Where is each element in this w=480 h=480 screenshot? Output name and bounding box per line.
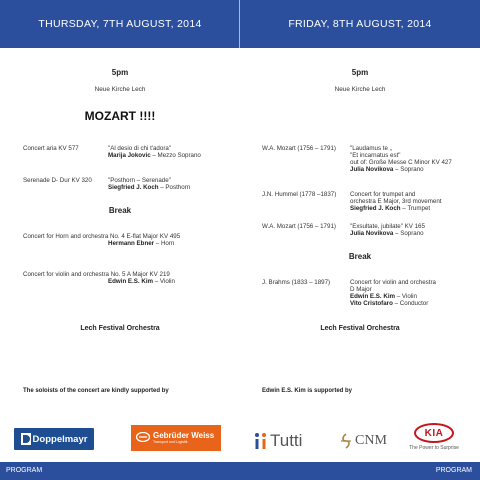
left-role-3: – Horn <box>154 240 175 247</box>
doppelmayr-logo <box>14 428 94 450</box>
left-time: 5pm <box>111 68 129 77</box>
right-artist-5: Vito Cristofaro <box>350 300 393 307</box>
header-divider <box>239 0 240 48</box>
right-composer-1: W.A. Mozart (1756 – 1791) <box>262 145 336 152</box>
left-orchestra: Lech Festival Orchestra <box>80 325 160 332</box>
left-work-3: Concert for Horn and orchestra No. 4 E-flat Major KV 495 <box>23 233 181 240</box>
right-performer-2 <box>350 205 430 212</box>
left-artist-1: Marija Jokovic <box>108 152 151 159</box>
doppelmayr-mark-icon <box>21 433 31 445</box>
right-artist-2: Siegfried J. Koch <box>350 205 401 212</box>
left-break: Break <box>108 206 132 215</box>
right-line-1a: "Laudamus te „ <box>350 145 392 152</box>
right-line-1b: "Et incarnatus est" <box>350 152 401 159</box>
tutti-text: Tutti <box>270 431 303 450</box>
footer <box>0 462 480 480</box>
right-artist-3: Julia Novikova <box>350 230 394 237</box>
header-left <box>0 0 240 48</box>
left-title-2: "Posthorn – Serenade" <box>108 177 171 184</box>
right-line-4a: Concert for violin and orchestra <box>350 279 436 286</box>
left-work-2: Serenade D- Dur KV 320 <box>23 177 92 184</box>
left-venue: Neue Kirche Lech <box>94 86 146 93</box>
left-support-text: The soloists of the concert are kindly supported by <box>23 388 169 394</box>
left-role-2: – Posthorn <box>158 184 191 191</box>
left-role-1: – Mezzo Soprano <box>150 152 201 159</box>
right-role-1: – Soprano <box>393 166 424 173</box>
cnm-mark-icon <box>339 433 353 449</box>
right-support-text: Edwin E.S. Kim is supported by <box>262 388 353 394</box>
left-performer-1 <box>108 152 201 159</box>
header-left-date: THURSDAY, 7TH AUGUST, 2014 <box>38 18 202 30</box>
right-line-1c: out of: Große Messe C Minor KV 427 <box>350 159 452 166</box>
left-artist-2: Siegfried J. Koch <box>108 184 159 191</box>
right-role-2: – Trumpet <box>400 205 431 212</box>
right-role-4: – Violin <box>395 293 417 300</box>
cnm-text: CNM <box>355 433 387 448</box>
doppelmayr-logo-text: Doppelmayr <box>32 433 88 445</box>
kia-text: KIA <box>424 427 444 439</box>
right-performer-5 <box>350 300 428 307</box>
right-composer-4: J. Brahms (1833 – 1897) <box>262 279 331 286</box>
header-right-date: FRIDAY, 8TH AUGUST, 2014 <box>288 18 432 30</box>
tutti-logo <box>254 428 322 454</box>
kia-oval <box>414 423 454 443</box>
right-line-3a: "Exsultate, jubilate" KV 165 <box>350 223 425 230</box>
right-time: 5pm <box>351 68 369 77</box>
gebrueder-weiss-tagline: Transport und Logistik <box>153 440 188 444</box>
right-line-2a: Concert for trumpet and <box>350 191 416 198</box>
weiss-mark-icon <box>136 432 150 442</box>
footer-left-label: PROGRAM <box>6 467 43 474</box>
right-composer-2: J.N. Hummel (1778 –1837) <box>262 191 337 198</box>
right-line-4b: D Major <box>350 286 372 293</box>
right-venue: Neue Kirche Lech <box>334 86 386 93</box>
left-performer-3 <box>108 240 174 247</box>
right-performer-3 <box>350 230 424 237</box>
right-artist-4: Edwin E.S. Kim <box>350 293 396 300</box>
left-work-4: Concert for violin and orchestra No. 5 A Major KV 219 <box>23 271 170 278</box>
left-performer-4 <box>108 278 175 285</box>
right-composer-3: W.A. Mozart (1756 – 1791) <box>262 223 336 230</box>
right-orchestra: Lech Festival Orchestra <box>320 325 400 332</box>
cnm-logo <box>332 428 394 454</box>
gebrueder-weiss-logo <box>131 425 221 451</box>
footer-right-label: PROGRAM <box>435 467 472 474</box>
right-performer-1 <box>350 166 424 173</box>
left-performer-2 <box>108 184 190 191</box>
right-line-2b: orchestra E Major, 3rd movement <box>350 198 442 205</box>
left-title-1: "Al desio di chi t'adora" <box>108 145 172 152</box>
gebrueder-weiss-text: Gebrüder Weiss <box>153 431 215 440</box>
left-artist-3: Hermann Ebner <box>108 240 155 247</box>
right-break: Break <box>348 252 372 261</box>
kia-logo <box>404 420 464 454</box>
left-work-1: Concert aria KV 577 <box>23 145 79 152</box>
header-right <box>240 0 480 48</box>
left-role-4: – Violin <box>153 278 175 285</box>
left-artist-4: Edwin E.S. Kim <box>108 278 154 285</box>
right-role-3: – Soprano <box>393 230 424 237</box>
left-headline: MOZART !!!! <box>84 109 156 123</box>
kia-tagline: The Power to Surprise <box>409 445 459 451</box>
right-role-5: – Conductor <box>392 300 429 307</box>
right-artist-1: Julia Novikova <box>350 166 394 173</box>
tutti-mark-icon <box>254 432 268 450</box>
